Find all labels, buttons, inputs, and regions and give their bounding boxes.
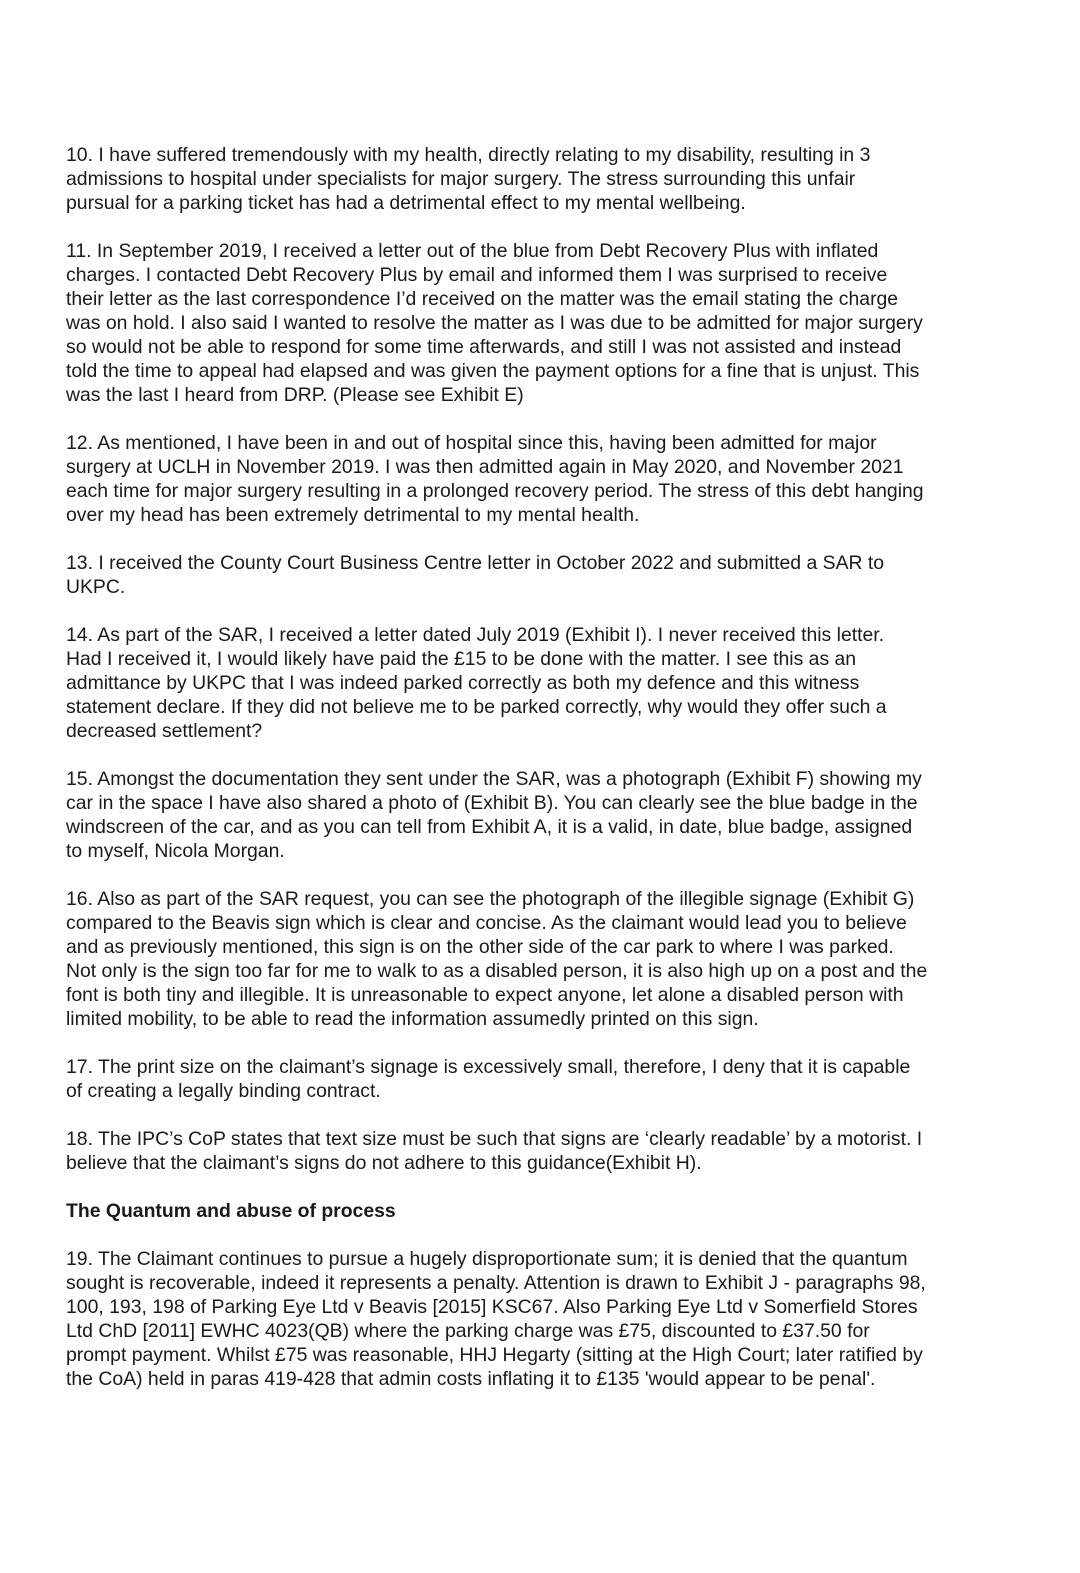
paragraph-19: 19. The Claimant continues to pursue a hugely disproportionate sum; it is denied that the quantum sought is recoverable, indeed it represents a penalty. Attention is drawn to Exhibit J - paragraphs 98, 100, 193, 198 of Parking Eye Ltd v Beavis [2015] KSC67. Also Parking Eye Ltd v Somerfield Stores Ltd ChD [2011] EWHC 4023(QB) where the parking charge was £75, discounted to £37.50 for prompt payment. Whilst £75 was reasonable, HHJ Hegarty (sitting at the High Court; later ratified by the CoA) held in paras 419-428 that admin costs inflating it to £135 'would appear to be penal'.	[66, 1248, 926, 1390]
paragraph-10: 10. I have suffered tremendously with my health, directly relating to my disability, resulting in 3 admissions to hospital under specialists for major surgery. The stress surrounding this unfair pursual for a parking ticket has had a detrimental effect to my mental wellbeing.	[66, 144, 871, 214]
paragraph-14: 14. As part of the SAR, I received a letter dated July 2019 (Exhibit I). I never received this letter. Had I received it, I would likely have paid the £15 to be done with the matter. I see this as an admittance by UKPC that I was indeed parked correctly as both my defence and this witness statement declare. If they did not believe me to be parked correctly, why would they offer such a decreased settlement?	[66, 624, 887, 742]
paragraph-18: 18. The IPC’s CoP states that text size must be such that signs are ‘clearly readable’ by a motorist. I believe that the claimant’s signs do not adhere to this guidance(Exhibit H).	[66, 1128, 923, 1174]
paragraph-17: 17. The print size on the claimant’s signage is excessively small, therefore, I deny that it is capable of creating a legally binding contract.	[66, 1056, 911, 1102]
paragraph-15: 15. Amongst the documentation they sent under the SAR, was a photograph (Exhibit F) showing my car in the space I have also shared a photo of (Exhibit B). You can clearly see the blue badge in the windscreen of the car, and as you can tell from Exhibit A, it is a valid, in date, blue badge, assigned to myself, Nicola Morgan.	[66, 768, 922, 862]
paragraph-11: 11. In September 2019, I received a letter out of the blue from Debt Recovery Plus with inflated charges. I contacted Debt Recovery Plus by email and informed them I was surprised to receive their letter as the last correspondence I’d received on the matter was the email stating the charge was on hold. I also said I wanted to resolve the matter as I was due to be admitted for major surgery so would not be able to respond for some time afterwards, and still I was not assisted and instead told the time to appeal had elapsed and was given the payment options for a fine that is unjust. This was the last I heard from DRP. (Please see Exhibit E)	[66, 240, 923, 406]
document-body	[66, 143, 1006, 1415]
paragraph-13: 13. I received the County Court Business Centre letter in October 2022 and submitted a SAR to UKPC.	[66, 552, 885, 598]
paragraph-12: 12. As mentioned, I have been in and out of hospital since this, having been admitted for major surgery at UCLH in November 2019. I was then admitted again in May 2020, and November 2021 each time for major surgery resulting in a prolonged recovery period. The stress of this debt hanging over my head has been extremely detrimental to my mental health.	[66, 432, 924, 526]
paragraph-16: 16. Also as part of the SAR request, you can see the photograph of the illegible signage (Exhibit G) compared to the Beavis sign which is clear and concise. As the claimant would lead you to believe and as previously mentioned, this sign is on the other side of the car park to where I was parked. Not only is the sign too far for me to walk to as a disabled person, it is also high up on a post and the font is both tiny and illegible. It is unreasonable to expect anyone, let alone a disabled person with limited mobility, to be able to read the information assumedly printed on this sign.	[66, 888, 928, 1030]
section-heading-quantum: The Quantum and abuse of process	[66, 1200, 396, 1222]
